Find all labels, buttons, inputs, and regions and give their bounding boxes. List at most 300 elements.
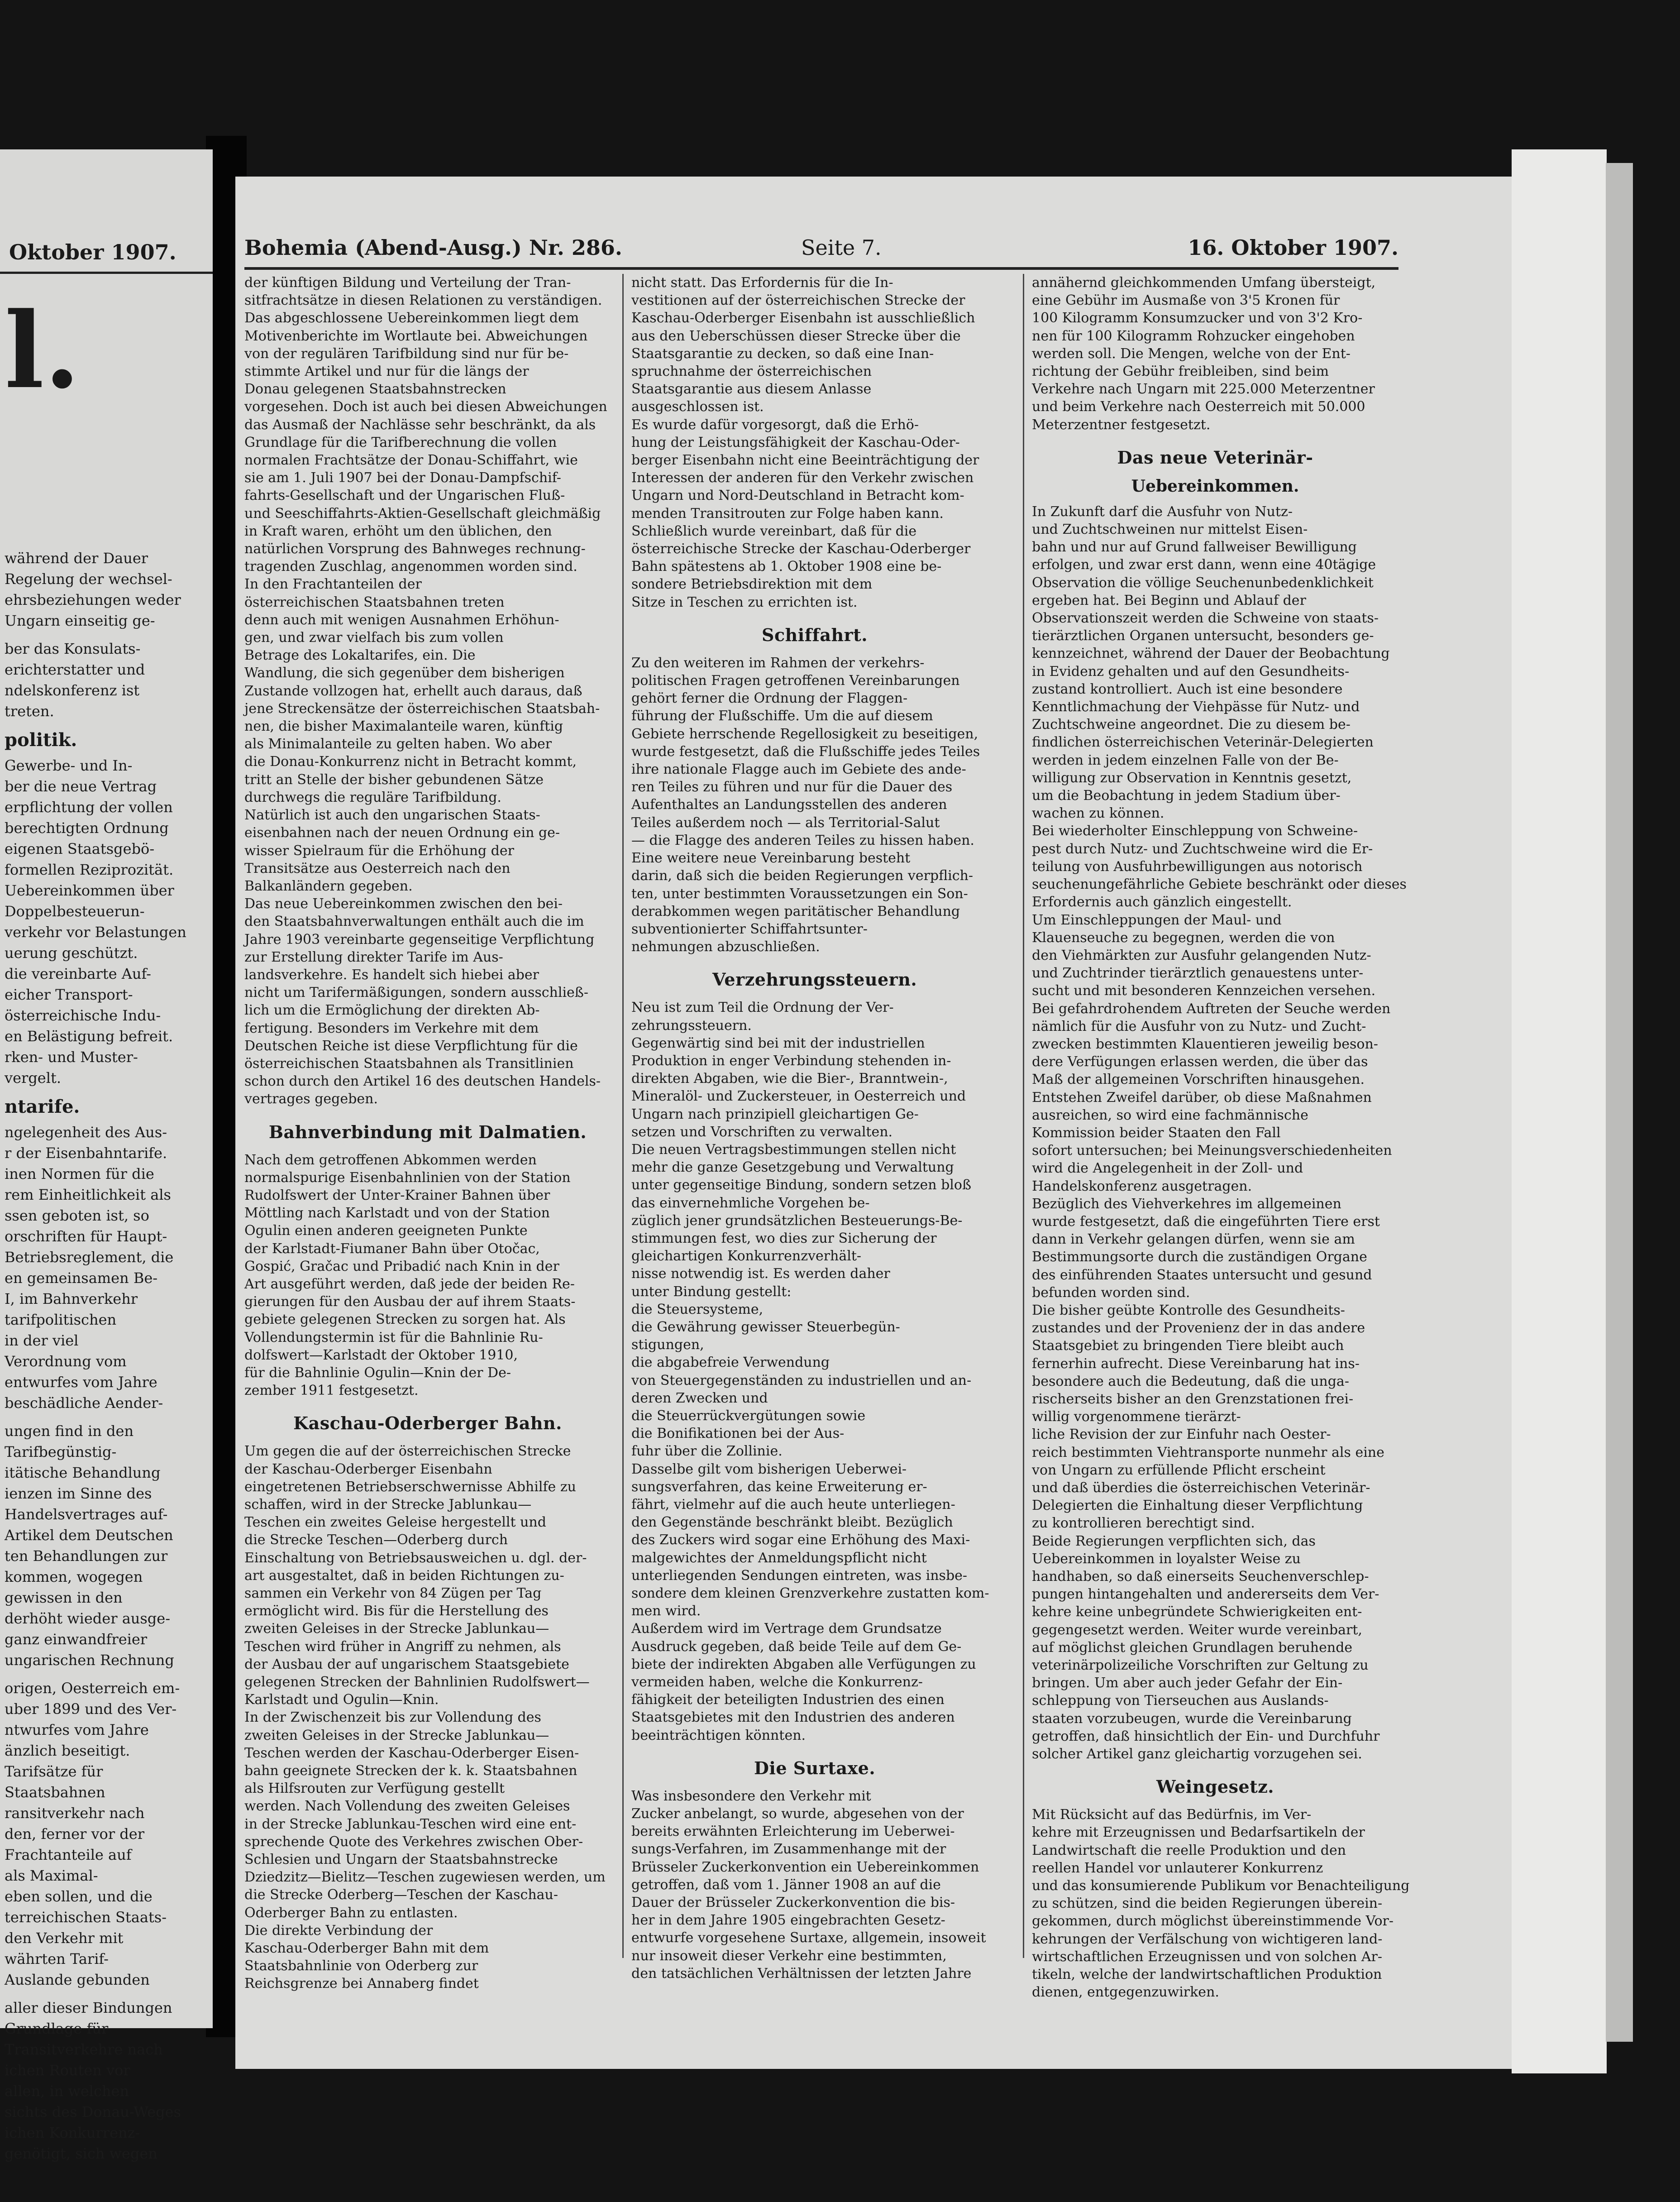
text-line: von Ungarn zu erfüllende Pflicht erscheint: [1032, 1462, 1326, 1478]
text-line: Auslande gebunden: [5, 1971, 150, 1988]
text-line: Grundlage für: [5, 2020, 109, 2037]
text-line: Observation die völlige Seuchenunbedenklichkeit: [1032, 574, 1374, 591]
text-line: das einvernehmliche Vorgehen be-: [631, 1195, 870, 1211]
text-line: seuchenungefährliche Gebiete beschränkt oder dieses: [1032, 876, 1407, 893]
text-line: Brüsseler Zuckerkonvention ein Uebereinkommen: [631, 1859, 979, 1875]
page-stack-shadow: [1606, 163, 1633, 2042]
text-line: während der Dauer: [5, 550, 148, 567]
text-line: gebiete gelegenen Strecken zu sorgen hat. Als: [244, 1312, 566, 1328]
text-line: tragenden Zuschlag, angenommen worden sind.: [244, 559, 578, 575]
text-line: orschriften für Haupt-: [5, 1228, 167, 1245]
text-line: spruchnahme der österreichischen: [631, 364, 872, 380]
paragraph-gap: [5, 1413, 204, 1421]
text-line: von Steuergegenständen zu industriellen und an-: [631, 1372, 972, 1388]
text-line: für die Bahnlinie Ogulin—Knin der De-: [244, 1364, 511, 1381]
text-line: ichen Routen vor: [5, 2062, 130, 2079]
text-line: Schlesien und Ungarn der Staatsbahnstrecke: [244, 1852, 558, 1868]
text-line: derabkommen wegen paritätischer Behandlung: [631, 903, 960, 919]
text-line: menden Transitrouten zur Folge haben kann.: [631, 505, 944, 522]
text-line: sichts des Donau-Weges: [5, 2103, 181, 2121]
text-line: r der Eisenbahntarife.: [5, 1144, 167, 1162]
text-line: wisser Spielraum für die Erhöhung der: [244, 843, 514, 859]
text-line: sofort untersuchen; bei Meinungsverschiedenheiten: [1032, 1143, 1392, 1159]
text-line: ergeben hat. Bei Beginn und Ablauf der: [1032, 592, 1306, 608]
text-line: willig vorgenommene tierärzt-: [1032, 1409, 1241, 1425]
text-line: malgewichtes der Anmeldungspflicht nicht: [631, 1550, 927, 1566]
text-line: Bahn spätestens ab 1. Oktober 1908 eine be-: [631, 559, 942, 575]
text-line: treten.: [5, 703, 54, 720]
text-line: Zu den weiteren im Rahmen der verkehrs-: [631, 655, 925, 671]
text-line: findlichen österreichischen Veterinär-Delegierten: [1032, 734, 1374, 751]
text-line: Bezüglich des Viehverkehres im allgemeinen: [1032, 1196, 1341, 1212]
text-line: reich bestimmten Viehtransporte nunmehr als eine: [1032, 1444, 1384, 1460]
text-line: die Steuersysteme,: [631, 1301, 764, 1317]
text-line: subventionierter Schiffahrtsunter-: [631, 921, 868, 937]
text-line: Motivenberichte im Wortlaute bei. Abweichungen: [244, 328, 588, 344]
text-line: eingetretenen Betriebserschwernisse Abhilfe zu: [244, 1479, 576, 1495]
text-line: Bei gefahrdrohendem Auftreten der Seuche werden: [1032, 1000, 1391, 1017]
text-line: Um Einschleppungen der Maul- und: [1032, 912, 1282, 928]
text-line: allen, in welchen: [5, 2082, 129, 2100]
text-line: ehrsbeziehungen weder: [5, 591, 181, 608]
text-line: liche Revision der zur Einfuhr nach Oester-: [1032, 1427, 1331, 1443]
text-line: Betriebsreglement, die: [5, 1249, 174, 1266]
text-line: sucht und mit besonderen Kennzeichen versehen.: [1032, 983, 1376, 999]
text-line: Ausdruck gegeben, daß beide Teile auf dem Ge-: [631, 1638, 962, 1655]
text-line: von der regulären Tarifbildung sind nur für be-: [244, 345, 569, 362]
text-line: Dauer der Brüsseler Zuckerkonvention die bis-: [631, 1895, 955, 1911]
text-line: Gospić, Gračac und Pribadić nach Knin in der: [244, 1258, 559, 1274]
text-line: rischerseits bisher an den Grenzstationen frei-: [1032, 1391, 1354, 1407]
text-line: fertigung. Besonders im Verkehre mit dem: [244, 1020, 539, 1036]
text-line: In Zukunft darf die Ausfuhr von Nutz-: [1032, 503, 1293, 520]
text-line: Ungarn und Nord-Deutschland in Betracht kom-: [631, 488, 964, 504]
text-line: änzlich beseitigt.: [5, 1742, 130, 1759]
text-line: Nach dem getroffenen Abkommen werden: [244, 1152, 537, 1168]
text-line: eine Gebühr im Ausmaße von 3'5 Kronen für: [1032, 292, 1340, 309]
text-line: befunden worden sind.: [1032, 1284, 1190, 1301]
text-line: gen, und zwar vielfach bis zum vollen: [244, 630, 504, 646]
text-line: Gebiete herrschende Regellosigkeit zu beseitigen,: [631, 726, 978, 742]
text-line: uerung geschützt.: [5, 944, 138, 962]
text-line: züglich jener grundsätzlichen Besteuerungs-Be-: [631, 1212, 963, 1229]
text-line: — die Flagge des anderen Teiles zu hissen haben.: [631, 832, 974, 848]
text-line: genötigt, sich wegen: [5, 2145, 158, 2162]
text-line: Zuchtschweine angeordnet. Die zu diesem be-: [1032, 717, 1351, 733]
text-line: der Kaschau-Oderberger Eisenbahn: [244, 1461, 492, 1477]
text-line: zwecken bestimmten Klauentieren jeweilig beson-: [1032, 1036, 1378, 1052]
text-line: willigung zur Observation in Kenntnis gesetzt,: [1032, 770, 1352, 786]
article-paragraph: [244, 1151, 611, 1400]
text-line: die Donau-Konkurrenz nicht in Betracht kommt,: [244, 754, 577, 770]
text-line: Transitverkehre nach: [5, 2041, 163, 2058]
text-line: Schließlich wurde vereinbart, daß für die: [631, 523, 917, 539]
text-line: staaten vorzubeugen, wurde die Vereinbarung: [1032, 1710, 1352, 1727]
text-line: erfolgen, und zwar erst dann, wenn eine 40tägige: [1032, 557, 1376, 573]
text-line: Das abgeschlossene Uebereinkommen liegt dem: [244, 310, 579, 326]
text-line: wurde festgesetzt, daß die Flußschiffe jedes Teiles: [631, 743, 980, 760]
text-line: ganz einwandfreier: [5, 1631, 148, 1648]
text-line: ber die neue Vertrag: [5, 778, 157, 795]
text-line: eben sollen, und die: [5, 1888, 153, 1905]
text-line: den tatsächlichen Verhältnissen der letzten Jahre: [631, 1965, 972, 1982]
text-line: Doppelbesteuerun-: [5, 903, 145, 920]
section-heading: Das neue Veterinär-: [1117, 447, 1313, 468]
text-column-1: [244, 274, 611, 2039]
text-line: Verkehre nach Ungarn mit 225.000 Meterzentner: [1032, 381, 1375, 397]
text-line: 100 Kilogramm Konsumzucker und von 3'2 Kro-: [1032, 310, 1363, 326]
text-line: fahrts-Gesellschaft und der Ungarischen Fluß-: [244, 488, 565, 504]
text-line: bringen. Um aber auch jeder Gefahr der Ein-: [1032, 1675, 1343, 1691]
text-line: bereits erwähnten Erleichterung im Ueberwei-: [631, 1824, 955, 1840]
text-line: I, im Bahnverkehr: [5, 1290, 138, 1307]
text-line: auf möglichst gleichen Grundlagen beruhende: [1032, 1639, 1353, 1656]
text-line: die Bonifikationen bei der Aus-: [631, 1426, 845, 1442]
text-line: als Minimalanteile zu gelten haben. Wo aber: [244, 736, 552, 752]
newspaper-page: [235, 177, 1512, 2069]
text-line: Verordnung vom: [5, 1353, 127, 1370]
text-line: erichterstatter und: [5, 661, 145, 678]
text-line: ntwurfes vom Jahre: [5, 1721, 149, 1738]
text-line: werden. Nach Vollendung des zweiten Geleises: [244, 1798, 570, 1814]
text-line: der künftigen Bildung und Verteilung der Tran-: [244, 275, 571, 291]
text-line: lich um die Ermöglichung der direkten Ab-: [244, 1002, 540, 1019]
header-rule: [244, 267, 1398, 270]
article-paragraph: [244, 1442, 611, 1992]
text-line: vermeiden haben, welche die Konkurrenz-: [631, 1674, 923, 1690]
text-line: Mit Rücksicht auf das Bedürfnis, im Ver-: [1032, 1807, 1312, 1823]
text-line: ungarischen Rechnung: [5, 1652, 174, 1669]
article-paragraph: [1032, 274, 1398, 434]
text-line: vorgesehen. Doch ist auch bei diesen Abweichungen: [244, 399, 607, 415]
previous-page-rule: [0, 272, 213, 274]
text-line: ungen find in den: [5, 1422, 134, 1440]
text-line: ssen geboten ist, so: [5, 1207, 149, 1224]
text-line: Teschen wird früher in Angriff zu nehmen, als: [244, 1638, 561, 1655]
text-line: sungs-Verfahren, im Zusammenhange mit der: [631, 1841, 946, 1857]
text-line: uber 1899 und des Ver-: [5, 1700, 177, 1718]
text-line: des einführenden Staates untersucht und gesund: [1032, 1267, 1372, 1283]
text-line: Dziedzitz—Bielitz—Teschen zugewiesen werden, um: [244, 1869, 606, 1886]
text-line: tikeln, welche der landwirtschaftlichen Produktion: [1032, 1967, 1382, 1983]
text-column-2: [631, 274, 998, 2039]
previous-page-text: [5, 548, 204, 2164]
text-line: Natürlich ist auch den ungarischen Staats-: [244, 807, 540, 823]
text-line: nisse notwendig ist. Es werden daher: [631, 1266, 890, 1282]
text-line: terreichischen Staats-: [5, 1909, 167, 1926]
text-line: kommen, wogegen: [5, 1568, 143, 1585]
section-heading: Uebereinkommen.: [1131, 476, 1299, 496]
text-line: Staatsgebiet zu bringenden Tiere bleibt auch: [1032, 1338, 1344, 1354]
text-line: berger Eisenbahn nicht eine Beeinträchtigung der: [631, 452, 979, 469]
text-line: Betrage des Lokaltarifes, ein. Die: [244, 647, 476, 664]
text-line: verkehr vor Belastungen: [5, 924, 186, 941]
text-line: Sitze in Teschen zu errichten ist.: [631, 594, 858, 610]
text-line: gierungen für den Ausbau der auf ihrem Staats-: [244, 1294, 576, 1310]
text-line: Deutschen Reiche ist diese Verpflichtung für die: [244, 1038, 578, 1054]
text-line: in Kraft waren, erhöht um den üblichen, den: [244, 523, 552, 539]
article-paragraph: [631, 999, 998, 1744]
text-line: Die direkte Verbindung der: [244, 1922, 433, 1939]
text-line: bahn und nur auf Grund fallweiser Bewilligung: [1032, 539, 1357, 555]
text-line: landsverkehre. Es handelt sich hiebei aber: [244, 967, 539, 983]
text-line: vertrages gegeben.: [244, 1091, 378, 1107]
article-paragraph: [244, 274, 611, 1108]
text-line: Donau gelegenen Staatsbahnstrecken: [244, 381, 506, 397]
text-line: unterliegenden Sendungen eintreten, was insbe-: [631, 1567, 968, 1584]
text-line: ransitverkehr nach: [5, 1805, 145, 1822]
text-line: richtung der Gebühr freibleiben, sind beim: [1032, 364, 1329, 380]
previous-page-header: Oktober 1907.: [9, 240, 177, 264]
text-line: die Gewährung gewisser Steuerbegün-: [631, 1319, 900, 1335]
text-line: ihre nationale Flagge auch im Gebiete des ande-: [631, 761, 966, 778]
text-line: sprechende Quote des Verkehres zwischen Ober-: [244, 1833, 583, 1850]
previous-page-big-letter: l.: [5, 290, 81, 412]
text-line: österreichische Indu-: [5, 1007, 161, 1024]
page-header: [244, 235, 1398, 267]
text-line: rem Einheitlichkeit als: [5, 1186, 171, 1203]
text-line: nicht um Tarifermäßigungen, sondern ausschließ-: [244, 985, 588, 1001]
previous-page-fragment: [0, 149, 213, 2162]
text-line: setzen und Vorschriften zu verwalten.: [631, 1124, 893, 1140]
text-line: In der Zwischenzeit bis zur Vollendung des: [244, 1709, 541, 1726]
text-line: sammen ein Verkehr von 84 Zügen per Tag: [244, 1585, 542, 1602]
text-line: als Maximal-: [5, 1867, 98, 1884]
text-line: währten Tarif-: [5, 1950, 109, 1967]
text-line: biete der indirekten Abgaben alle Verfügungen zu: [631, 1656, 976, 1672]
text-line: kehrungen der Verfälschung von wichtigeren land-: [1032, 1931, 1383, 1947]
text-line: men wird.: [631, 1603, 701, 1619]
text-line: Handelsvertrages auf-: [5, 1506, 168, 1523]
text-line: teilung von Ausfuhrbewilligungen aus notorisch: [1032, 858, 1363, 875]
text-line: Art ausgeführt werden, daß jede der beiden Re-: [244, 1276, 575, 1292]
text-line: schleppung von Tierseuchen aus Auslands-: [1032, 1693, 1329, 1709]
text-line: Die bisher geübte Kontrolle des Gesundheits-: [1032, 1302, 1345, 1318]
text-line: Kaschau-Oderberger Eisenbahn ist ausschließlich: [631, 310, 975, 326]
column-rule: [1023, 274, 1024, 1958]
text-line: um die Beobachtung in jedem Stadium über-: [1032, 788, 1341, 804]
article-paragraph: [631, 274, 998, 611]
text-line: ngelegenheit des Aus-: [5, 1124, 167, 1141]
text-line: Dasselbe gilt vom bisherigen Ueberwei-: [631, 1461, 907, 1477]
text-line: dienen, entgegenzuwirken.: [1032, 1984, 1219, 2001]
text-line: sondere dem kleinen Grenzverkehre zustatten kom-: [631, 1585, 989, 1602]
text-line: Tarifbegünstig-: [5, 1443, 117, 1460]
text-line: sie am 1. Juli 1907 bei der Donau-Dampfschif-: [244, 470, 561, 486]
text-line: zu schützen, sind die beiden Regierungen überein-: [1032, 1896, 1383, 1912]
text-line: ten, unter bestimmten Voraussetzungen ein Son-: [631, 886, 968, 902]
text-line: Neu ist zum Teil die Ordnung der Ver-: [631, 1000, 894, 1016]
article-paragraph: [1032, 1806, 1410, 2001]
text-line: Frachtanteile auf: [5, 1846, 132, 1863]
masthead-issue: Bohemia (Abend-Ausg.) Nr. 286.: [244, 235, 622, 260]
text-line: wird die Angelegenheit in der Zoll- und: [1032, 1160, 1303, 1177]
text-line: sitfrachtsätze in diesen Relationen zu verständigen.: [244, 292, 602, 309]
text-line: gewissen in den: [5, 1589, 123, 1606]
text-line: Landwirtschaft die reelle Produktion und den: [1032, 1842, 1346, 1858]
section-heading: Kaschau-Oderberger Bahn.: [293, 1413, 562, 1434]
text-line: schaffen, wird in der Strecke Jablunkau—: [244, 1497, 532, 1513]
text-line: in der viel: [5, 1332, 79, 1349]
text-line: Staatsgarantie zu decken, so daß eine Inan-: [631, 345, 934, 362]
text-line: dann in Verkehr gelangen dürfen, wenn sie am: [1032, 1231, 1355, 1248]
text-line: den Gegenstände beschränkt bleibt. Bezüglich: [631, 1514, 953, 1531]
text-line: eicher Transport-: [5, 986, 133, 1003]
text-line: Produktion in enger Verbindung stehenden in-: [631, 1053, 951, 1069]
text-line: beeinträchtigen könnten.: [631, 1727, 806, 1743]
text-line: sondere Betriebsdirektion mit dem: [631, 576, 873, 593]
text-line: ten Behandlungen zur: [5, 1547, 168, 1565]
text-line: Ungarn nach prinzipiell gleichartigen Ge-: [631, 1106, 919, 1122]
text-line: aller dieser Bindungen: [5, 1999, 172, 2016]
text-line: Gegenwärtig sind bei mit der industriellen: [631, 1035, 925, 1051]
text-line: die Strecke Oderberg—Teschen der Kaschau-: [244, 1887, 558, 1903]
text-line: denn auch mit wenigen Ausnahmen Erhöhun-: [244, 612, 559, 628]
text-line: Observationszeit werden die Schweine von staats-: [1032, 610, 1379, 627]
text-line: die vereinbarte Auf-: [5, 965, 151, 982]
text-line: nehmungen abzuschließen.: [631, 939, 820, 955]
section-heading: Verzehrungssteuern.: [712, 969, 917, 990]
text-line: besondere auch die Bedeutung, daß die unga-: [1032, 1373, 1349, 1389]
text-line: derhöht wieder ausge-: [5, 1610, 171, 1627]
text-line: zustandes und der Provenienz der in das andere: [1032, 1320, 1365, 1336]
text-line: hung der Leistungsfähigkeit der Kaschau-Oder-: [631, 434, 960, 450]
text-line: Transitsätze aus Oesterreich nach den: [244, 860, 511, 876]
text-line: führung der Flußschiffe. Um die auf diesem: [631, 708, 933, 724]
text-line: Uebereinkommen in loyalster Weise zu: [1032, 1551, 1301, 1567]
text-line: vestitionen auf der österreichischen Strecke der: [631, 292, 965, 309]
text-line: Staatsbahnen: [5, 1784, 105, 1801]
text-line: formellen Reziprozität.: [5, 861, 174, 878]
text-line: natürlichen Vorsprung des Bahnweges rechnung-: [244, 541, 586, 557]
text-line: stigungen,: [631, 1337, 704, 1353]
text-line: vergelt.: [5, 1069, 61, 1087]
text-line: normalen Frachtsätze der Donau-Schiffahrt, wie: [244, 452, 578, 469]
text-line: stimmte Artikel und nur für die längs der: [244, 364, 529, 380]
text-line: getroffen, daß vom 1. Jänner 1908 an auf die: [631, 1876, 941, 1893]
article-paragraph: [1032, 503, 1407, 1763]
text-line: der Karlstadt-Fiumaner Bahn über Otočac,: [244, 1240, 540, 1257]
text-line: Rudolfswert der Unter-Krainer Bahnen über: [244, 1187, 550, 1203]
text-line: die Steuerrückvergütungen sowie: [631, 1407, 866, 1424]
text-line: handhaben, so daß einerseits Seuchenverschlep-: [1032, 1569, 1369, 1585]
text-line: Maß der allgemeinen Vorschriften hinausgehen.: [1032, 1072, 1365, 1088]
column-rule: [622, 274, 624, 1958]
text-line: gegengesetzt werden. Weiter wurde vereinbart,: [1032, 1622, 1362, 1638]
text-line: zehrungssteuern.: [631, 1017, 752, 1034]
text-line: zweiten Geleises in der Strecke Jablunkau—: [244, 1621, 549, 1637]
text-line: Interessen der anderen für den Verkehr zwischen: [631, 470, 974, 486]
text-line: unter gegenseitige Bindung, sondern setzen bloß: [631, 1177, 971, 1193]
text-line: Uebereinkommen über: [5, 882, 174, 899]
text-line: Einschaltung von Betriebsausweichen u. dgl. der-: [244, 1550, 587, 1566]
paragraph-gap: [5, 631, 204, 638]
previous-page-heading: ntarife.: [5, 1096, 80, 1117]
text-line: ausreichen, so wird eine fachmännische: [1032, 1107, 1308, 1123]
text-line: aus den Ueberschüssen dieser Strecke über die: [631, 328, 961, 344]
text-line: den Viehmärkten zur Ausfuhr gelangenden Nutz-: [1032, 947, 1371, 963]
text-line: unter Bindung gestellt:: [631, 1283, 792, 1300]
text-line: tierärztlichen Organen untersucht, besonders ge-: [1032, 628, 1374, 644]
text-line: rken- und Muster-: [5, 1048, 138, 1066]
text-line: Mineralöl- und Zuckersteuer, in Oesterreich und: [631, 1088, 966, 1105]
text-line: kennzeichnet, während der Dauer der Beobachtung: [1032, 646, 1390, 662]
text-line: normalspurige Eisenbahnlinien von der Station: [244, 1169, 571, 1186]
text-line: her in dem Jahre 1905 eingebrachten Gesetz-: [631, 1912, 945, 1929]
text-line: Außerdem wird im Vertrage dem Grundsatze: [631, 1621, 942, 1637]
text-line: und das konsumierende Publikum vor Benachteiligung: [1032, 1878, 1410, 1894]
text-line: Entstehen Zweifel darüber, ob diese Maßnahmen: [1032, 1089, 1372, 1106]
text-line: Grundlage für die Tarifberechnung die vollen: [244, 434, 557, 450]
text-line: In den Frachtanteilen der: [244, 576, 422, 593]
text-line: sungsverfahren, das keine Erweiterung er-: [631, 1479, 927, 1495]
text-line: Ogulin einen anderen geeigneten Punkte: [244, 1223, 528, 1239]
text-line: Teschen ein zweites Geleise hergestellt und: [244, 1514, 546, 1531]
text-line: in der Strecke Jablunkau-Teschen wird eine ent-: [244, 1816, 577, 1832]
text-line: ber das Konsulats-: [5, 640, 141, 657]
text-line: Meterzentner festgesetzt.: [1032, 416, 1211, 433]
text-line: Staatsgebietes mit den Industrien des anderen: [631, 1709, 955, 1726]
text-line: zember 1911 festgesetzt.: [244, 1383, 419, 1399]
text-line: gekommen, durch möglichst übereinstimmende Vor-: [1032, 1913, 1394, 1929]
article-paragraph: [631, 1787, 998, 1982]
text-line: Gewerbe- und In-: [5, 757, 133, 774]
text-line: dere Verfügungen erlassen werden, die über das: [1032, 1054, 1368, 1070]
text-line: die abgabefreie Verwendung: [631, 1355, 830, 1371]
text-line: ausgeschlossen ist.: [631, 399, 764, 415]
text-line: itätische Behandlung: [5, 1464, 161, 1481]
text-line: und Zuchtschweinen nur mittelst Eisen-: [1032, 522, 1308, 538]
section-heading: Weingesetz.: [1156, 1776, 1274, 1797]
text-line: Vollendungstermin ist für die Bahnlinie Ru-: [244, 1329, 543, 1345]
text-line: nen, die bisher Maximalanteile waren, künftig: [244, 718, 563, 735]
text-line: ndelskonferenz ist: [5, 682, 140, 699]
text-line: das Ausmaß der Nachlässe sehr beschränkt, da als: [244, 416, 596, 433]
text-line: eigenen Staatsgebö-: [5, 840, 155, 857]
text-line: veterinärpolizeiliche Vorschriften zur Geltung zu: [1032, 1657, 1369, 1674]
text-line: Bestimmungsorte durch die zuständigen Organe: [1032, 1249, 1367, 1265]
text-line: entwurfe vorgesehene Surtaxe, allgemein, insoweit: [631, 1930, 986, 1946]
text-line: bahn geeignete Strecken der k. k. Staatsbahnen: [244, 1763, 578, 1779]
text-line: den, ferner vor der: [5, 1825, 144, 1843]
previous-page-heading: politik.: [5, 729, 77, 751]
text-line: Beide Regierungen verpflichten sich, das: [1032, 1533, 1316, 1549]
text-line: werden soll. Die Mengen, welche von der Ent-: [1032, 345, 1351, 362]
page-stack-edge: [1512, 149, 1607, 2073]
text-line: Das neue Uebereinkommen zwischen den bei-: [244, 896, 563, 912]
text-line: Kommission beider Staaten den Fall: [1032, 1125, 1281, 1141]
text-line: Wandlung, die sich gegenüber dem bisherigen: [244, 665, 565, 681]
text-line: Um gegen die auf der österreichischen Strecke: [244, 1443, 571, 1460]
text-line: nicht statt. Das Erfordernis für die In-: [631, 275, 893, 291]
text-line: den Verkehr mit: [5, 1929, 124, 1947]
text-line: Regelung der wechsel-: [5, 570, 172, 588]
text-line: Balkanländern gegeben.: [244, 878, 413, 894]
text-line: Bei wiederholter Einschleppung von Schweine-: [1032, 823, 1358, 839]
text-line: werden in jedem einzelnen Falle von der Be-: [1032, 752, 1339, 768]
text-line: eisenbahnen nach der neuen Ordnung ein ge-: [244, 825, 560, 841]
text-line: beschädliche Aender-: [5, 1394, 163, 1412]
text-line: und beim Verkehre nach Oesterreich mit 50.000: [1032, 399, 1365, 415]
article-paragraph: [631, 654, 998, 956]
text-line: und Seeschiffahrts-Aktien-Gesellschaft gleichmäßig: [244, 505, 601, 522]
text-line: annähernd gleichkommenden Umfang übersteigt,: [1032, 275, 1376, 291]
section-heading: Die Surtaxe.: [754, 1757, 876, 1778]
text-line: pest durch Nutz- und Zuchtschweine wird die Er-: [1032, 841, 1373, 857]
text-line: gelegenen Strecken der Bahnlinien Rudolfswert—: [244, 1674, 590, 1690]
text-line: fernerhin aufrecht. Diese Vereinbarung hat ins-: [1032, 1355, 1360, 1372]
text-line: getroffen, daß hinsichtlich der Ein- und Durchfuhr: [1032, 1728, 1380, 1744]
